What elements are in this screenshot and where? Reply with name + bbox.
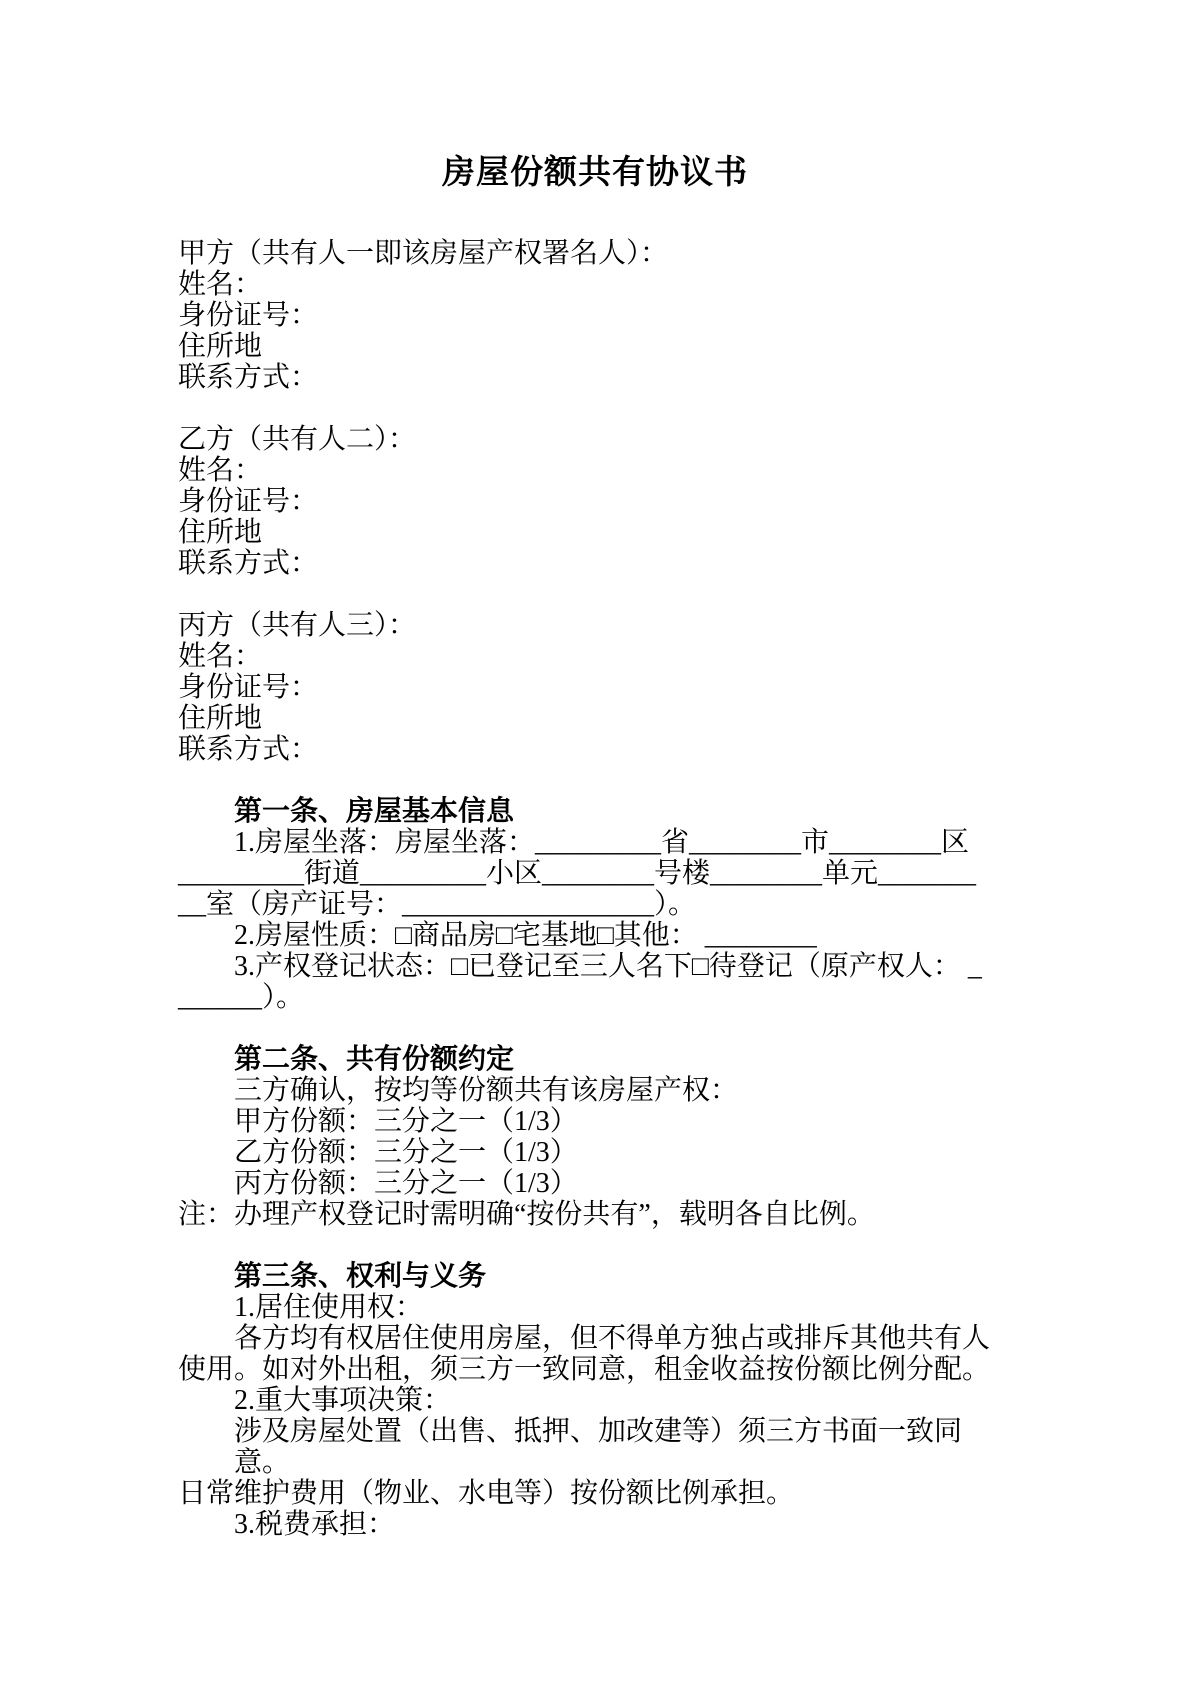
doc-line: 住所地 xyxy=(178,517,263,548)
doc-line: 姓名： xyxy=(178,455,263,486)
document-body xyxy=(178,238,1012,1540)
doc-line: 1.房屋坐落：房屋坐落：_________省________市________区 xyxy=(234,827,970,858)
doc-line: 各方均有权居住使用房屋，但不得单方独占或排斥其他共有人 xyxy=(234,1323,991,1354)
doc-line: 联系方式： xyxy=(178,548,319,579)
doc-line: 使用。如对外出租，须三方一致同意，租金收益按份额比例分配。 xyxy=(178,1354,991,1385)
doc-line: 涉及房屋处置（出售、抵押、加改建等）须三方书面一致同意。 xyxy=(234,1416,963,1478)
doc-title: 房屋份额共有协议书 xyxy=(442,155,748,191)
doc-line: 注：办理产权登记时需明确“按份共有”，载明各自比例。 xyxy=(178,1199,875,1230)
doc-line: 联系方式： xyxy=(178,362,319,393)
blank-line xyxy=(178,393,1012,424)
doc-line: _________街道_________小区________号楼________单元_______ xyxy=(178,858,977,889)
section-heading: 第二条、共有份额约定 xyxy=(234,1044,515,1075)
doc-line: 乙方（共有人二）： xyxy=(178,424,417,455)
doc-line: 住所地 xyxy=(178,703,263,734)
doc-line: __室（房产证号：__________________）。 xyxy=(178,889,697,920)
doc-line: 三方确认，按均等份额共有该房屋产权： xyxy=(234,1075,739,1106)
doc-line: 丙方（共有人三）： xyxy=(178,610,417,641)
blank-line xyxy=(178,579,1012,610)
blank-line xyxy=(178,765,1012,796)
section-heading: 第一条、房屋基本信息 xyxy=(234,796,515,827)
doc-line: 2.房屋性质：□商品房□宅基地□其他： ________ xyxy=(234,920,817,951)
doc-line: 姓名： xyxy=(178,269,263,300)
doc-line: 身份证号： xyxy=(178,672,319,703)
doc-line: 身份证号： xyxy=(178,486,319,517)
doc-line: 联系方式： xyxy=(178,734,319,765)
blank-line xyxy=(178,1230,1012,1261)
doc-line: 日常维护费用（物业、水电等）按份额比例承担。 xyxy=(178,1478,795,1509)
doc-line: 身份证号： xyxy=(178,300,319,331)
doc-line: 1.居住使用权： xyxy=(234,1292,424,1323)
doc-line: 丙方份额：三分之一（1/3） xyxy=(234,1168,578,1199)
doc-line: 3.税费承担： xyxy=(234,1509,396,1540)
doc-line: ______）。 xyxy=(178,982,305,1013)
blank-line xyxy=(178,1013,1012,1044)
doc-line: 乙方份额：三分之一（1/3） xyxy=(234,1137,578,1168)
doc-line: 甲方份额：三分之一（1/3） xyxy=(234,1106,578,1137)
doc-line: 住所地 xyxy=(178,331,263,362)
doc-line: 3.产权登记状态：□已登记至三人名下□待登记（原产权人： _ xyxy=(234,951,982,982)
section-heading: 第三条、权利与义务 xyxy=(234,1261,487,1292)
doc-line: 甲方（共有人一即该房屋产权署名人）： xyxy=(178,238,669,269)
doc-line: 2.重大事项决策： xyxy=(234,1385,452,1416)
doc-line: 姓名： xyxy=(178,641,263,672)
